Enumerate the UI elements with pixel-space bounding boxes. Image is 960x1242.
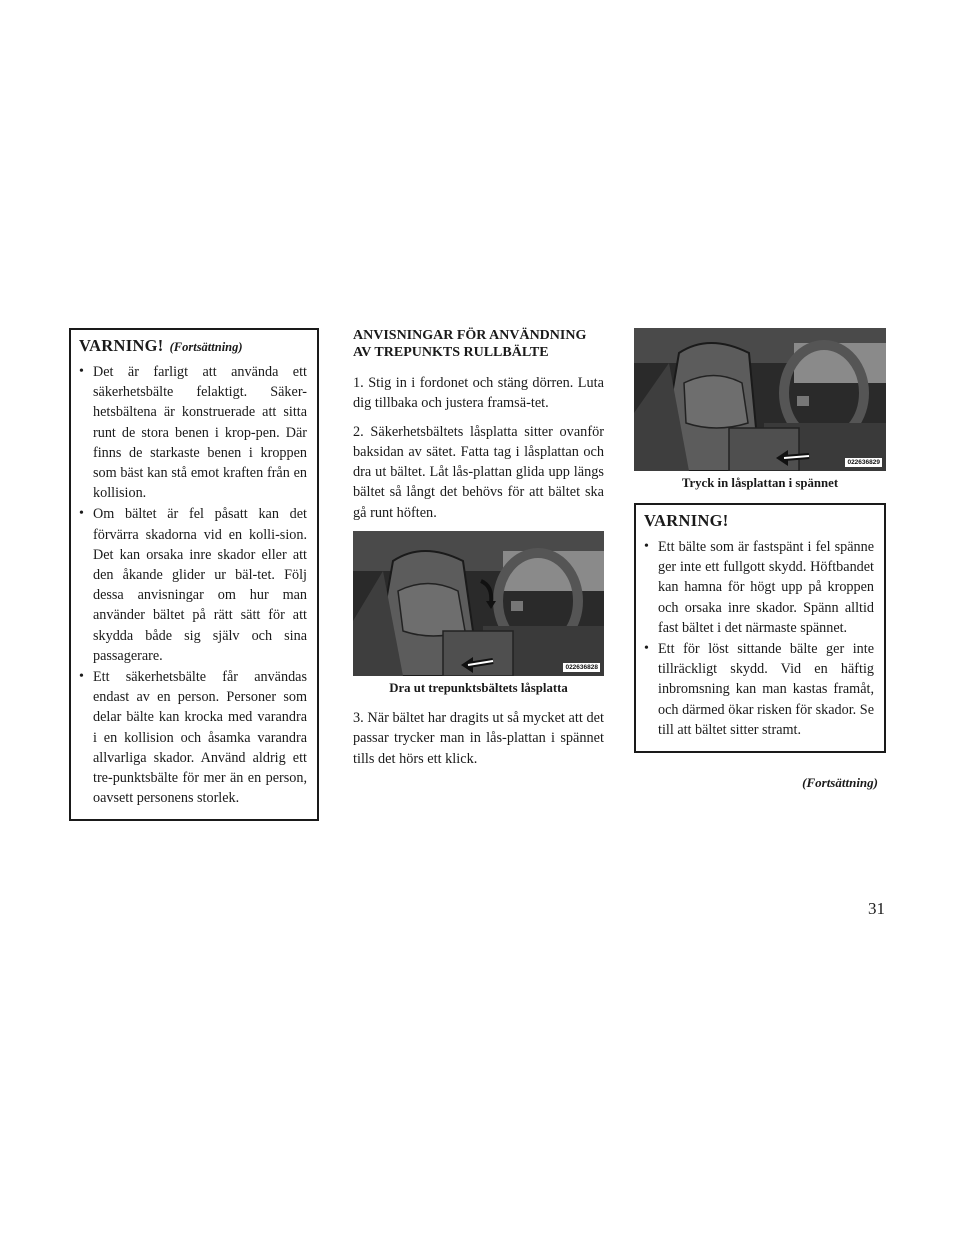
car-seat-illustration [353, 531, 604, 676]
figure-code: 022636828 [565, 664, 598, 672]
continued-label: (Fortsättning) [802, 775, 878, 790]
warning-bullet-list [644, 537, 874, 740]
warning-box-continued [69, 328, 319, 821]
figure-caption: Tryck in låsplattan i spännet [681, 476, 839, 490]
figure-pull-latch-plate [353, 531, 604, 676]
column-middle [353, 328, 604, 769]
column-left [69, 328, 319, 821]
warning-bullet: • Det är farligt att använda ett säkerhetsbälte felaktigt. Säker-hetsbältena är konstruerade att sitta runt de stora benen i krop-pen. Där finns de starkaste benen i kroppen som bäst kan stå emot kraften från en kollision. [79, 362, 307, 503]
section-heading: ANVISNINGAR FÖR ANVÄNDNING AV TREPUNKTS RULLBÄLTE [353, 328, 587, 360]
step-2: 2. Säkerhetsbältets låsplatta sitter ovanför baksidan av sätet. Fatta tag i låsplattan och dra ut bältet. Låt lås-plattan glida upp längs bältet så långt det behövs för att bältet ska gå runt höften. [353, 423, 604, 521]
column-right [634, 328, 886, 753]
warning-title-text: VARNING! [79, 336, 164, 355]
warning-continued-label: (Fortsättning) [169, 340, 243, 354]
warning-bullet: • Ett bälte som är fastspänt i fel spänne ger inte ett fullgott skydd. Höftbandet kan hamna för högt upp på kroppen och orsaka inre skador. Spänn alltid fast bältet i det närmaste spännet. [644, 537, 874, 638]
warning-title [79, 336, 307, 356]
warning-bullet: • Ett säkerhetsbälte får användas endast av en person. Personer som delar bälte kan krocka med varandra i en kollision och åsamka varandra allvarliga skador. Använd aldrig ett tre-punktsbälte för mer än en person, oavsett personens storlek. [79, 667, 307, 808]
car-seat-buckle-illustration [634, 328, 886, 471]
warning-bullet: • Om bältet är fel påsatt kan det förvärra skadorna vid en kolli-sion. Det kan orsaka inre skador eller att den åkande glider ur bäl-tet. Följ dessa anvisningar om hur man använder bältet på rätt sätt för att skydda både sig själv och sina passagerare. [79, 504, 307, 666]
figure-caption: Dra ut trepunktsbältets låsplatta [389, 681, 568, 696]
warning-title-text: VARNING! [644, 511, 729, 530]
warning-bullet-list [79, 362, 307, 808]
page-number: 31 [868, 899, 885, 918]
warning-title [644, 511, 874, 531]
figure-insert-latch-plate [634, 328, 886, 471]
warning-bullet: • Ett för löst sittande bälte ger inte tillräckligt skydd. Vid en häftig inbromsning kan man kastas framåt, och därmed ökar risken för skador. Se till att bältet sitter stramt. [644, 639, 874, 740]
step-3: 3. När bältet har dragits ut så mycket att det passar trycker man in lås-plattan i spännet tills det hörs ett klick. [353, 710, 604, 767]
step-1: 1. Stig in i fordonet och stäng dörren. Luta dig tillbaka och justera framsä-tet. [353, 375, 604, 412]
warning-box [634, 503, 886, 753]
figure-code: 022636829 [847, 459, 880, 466]
